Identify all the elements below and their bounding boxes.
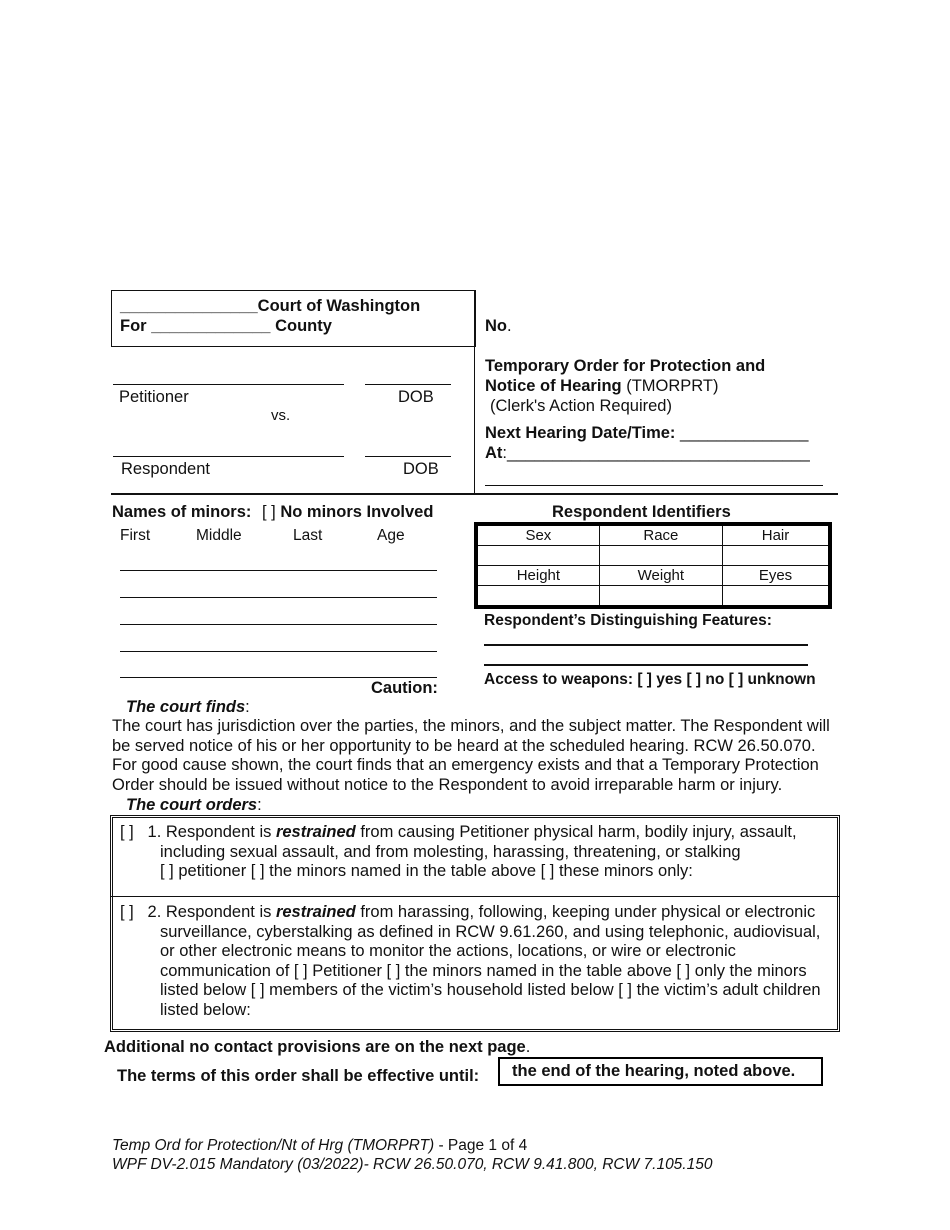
minor-row-line[interactable] bbox=[120, 677, 437, 678]
findings-paragraph: The court has jurisdiction over the parties, the minors, and the subject matter. The Respondent will be served notice of his or her opportunity to be heard at the scheduled hearing. RCW 26.50.070. For good cause shown, the court finds that an emergency exists and that a Temporary Protection Order should be issued without notice to the Respondent to avoid irreparable harm or injury. bbox=[112, 717, 830, 794]
race-header: Race bbox=[599, 524, 722, 546]
minors-col-middle: Middle bbox=[196, 527, 242, 544]
hearing-location-line-2[interactable] bbox=[485, 485, 823, 486]
identifiers-header-row bbox=[476, 524, 830, 546]
court-title: Court of Washington bbox=[257, 297, 421, 315]
order-2-checkbox[interactable]: [ ] bbox=[120, 903, 134, 921]
sex-value[interactable] bbox=[476, 546, 599, 566]
petitioner-label: Petitioner bbox=[119, 388, 189, 406]
petitioner-name-line[interactable] bbox=[113, 384, 344, 385]
minor-row-line[interactable] bbox=[120, 570, 437, 571]
order-2-options[interactable]: listed below [ ] members of the victim’s household listed below [ ] the victim’s adult children bbox=[160, 981, 821, 999]
minors-col-first: First bbox=[120, 527, 151, 544]
eyes-value[interactable] bbox=[723, 586, 831, 608]
order-item-1: [ ] 1. Respondent is restrained from causing Petitioner physical harm, bodily injury, assault, including sexual assault, and from molesting, harassing, threatening, or stalking [ ] petitioner [ ] the minors named in the table above [ ] these minors only: bbox=[120, 823, 835, 882]
respondent-name-line[interactable] bbox=[113, 456, 344, 457]
order-2-options[interactable]: communication of [ ] Petitioner [ ] the minors named in the table above [ ] only the minors bbox=[160, 961, 807, 980]
versus-label: vs. bbox=[271, 407, 291, 424]
identifiers-table bbox=[474, 522, 832, 609]
sex-header: Sex bbox=[476, 524, 599, 546]
weapons-access: Access to weapons: [ ] yes [ ] no [ ] unknown bbox=[484, 671, 816, 688]
case-number: No. bbox=[485, 317, 512, 335]
order-1-checkbox[interactable]: [ ] bbox=[120, 823, 134, 841]
minors-heading: Names of minors: [ ] No minors Involved bbox=[112, 503, 434, 521]
petitioner-dob-line[interactable] bbox=[365, 384, 451, 385]
caption-divider bbox=[474, 290, 475, 493]
respondent-label: Respondent bbox=[121, 460, 210, 478]
county-blank[interactable]: _____________ bbox=[151, 317, 271, 335]
order-title-line1: Temporary Order for Protection and bbox=[485, 357, 766, 375]
effective-until-value: the end of the hearing, noted above. bbox=[498, 1057, 823, 1086]
orders-heading: The court orders: bbox=[126, 796, 262, 814]
court-line-2: For _____________ County bbox=[120, 317, 332, 335]
court-blank[interactable]: _______________ bbox=[120, 297, 258, 315]
additional-provisions-note: Additional no contact provisions are on the next page. bbox=[104, 1038, 531, 1056]
hair-value[interactable] bbox=[723, 546, 831, 566]
next-hearing-blank[interactable]: ______________ bbox=[675, 424, 809, 442]
orders-separator bbox=[110, 896, 840, 897]
respondent-dob-label: DOB bbox=[403, 460, 439, 478]
petitioner-dob-label: DOB bbox=[398, 388, 434, 406]
identifiers-header-row bbox=[476, 566, 830, 586]
minors-col-last: Last bbox=[293, 527, 323, 544]
hair-header: Hair bbox=[723, 524, 831, 546]
order-1-options[interactable]: [ ] petitioner [ ] the minors named in the table above [ ] these minors only: bbox=[160, 862, 693, 880]
hearing-location-blank[interactable]: :_________________________________ bbox=[502, 444, 810, 462]
identifiers-value-row bbox=[476, 586, 830, 608]
hearing-location: At:_________________________________ bbox=[485, 444, 810, 462]
weight-value[interactable] bbox=[599, 586, 722, 608]
features-line[interactable] bbox=[484, 664, 808, 666]
race-value[interactable] bbox=[599, 546, 722, 566]
weapons-options[interactable]: [ ] yes [ ] no [ ] unknown bbox=[637, 671, 816, 688]
no-minors-label: No minors Involved bbox=[280, 503, 434, 521]
order-item-2: [ ] 2. Respondent is restrained from harassing, following, keeping under physical or electronic surveillance, cyberstalking as defined in RCW 9.61.260, and using telephonic, audiovisual, or other electronic means to monitor the actions, locations, or wire or electronic communication of [ ] Petitioner [ ] the minors named in the table above [ ] only the minors listed below [ ] members of the victim’s household listed below [ ] the victim’s adult children listed below: bbox=[120, 903, 835, 1020]
order-title-line2: Notice of Hearing (TMORPRT) bbox=[485, 377, 719, 395]
height-header: Height bbox=[476, 566, 599, 586]
identifiers-heading: Respondent Identifiers bbox=[552, 503, 731, 521]
minor-row-line[interactable] bbox=[120, 624, 437, 625]
caption-bottom-rule bbox=[111, 493, 838, 495]
clerk-action-note: (Clerk's Action Required) bbox=[490, 397, 672, 415]
court-line-1 bbox=[120, 297, 420, 316]
eyes-header: Eyes bbox=[723, 566, 831, 586]
minor-row-line[interactable] bbox=[120, 651, 437, 652]
effective-label: The terms of this order shall be effective until: bbox=[117, 1067, 480, 1085]
no-minors-checkbox[interactable]: [ ] bbox=[261, 503, 276, 521]
minor-row-line[interactable] bbox=[120, 597, 437, 598]
footer-line-1: Temp Ord for Protection/Nt of Hrg (TMORPRT) - Page 1 of 4 bbox=[112, 1137, 528, 1154]
findings-heading: The court finds: bbox=[126, 698, 250, 716]
weight-header: Weight bbox=[599, 566, 722, 586]
features-line[interactable] bbox=[484, 644, 808, 646]
minors-col-age: Age bbox=[377, 527, 405, 544]
identifiers-value-row bbox=[476, 546, 830, 566]
respondent-dob-line[interactable] bbox=[365, 456, 451, 457]
next-hearing: Next Hearing Date/Time: ______________ bbox=[485, 424, 809, 442]
distinguishing-features-label: Respondent’s Distinguishing Features: bbox=[484, 612, 772, 629]
height-value[interactable] bbox=[476, 586, 599, 608]
caution-label: Caution: bbox=[371, 679, 438, 697]
footer-line-2: WPF DV-2.015 Mandatory (03/2022)- RCW 26.50.070, RCW 9.41.800, RCW 7.105.150 bbox=[112, 1156, 713, 1173]
